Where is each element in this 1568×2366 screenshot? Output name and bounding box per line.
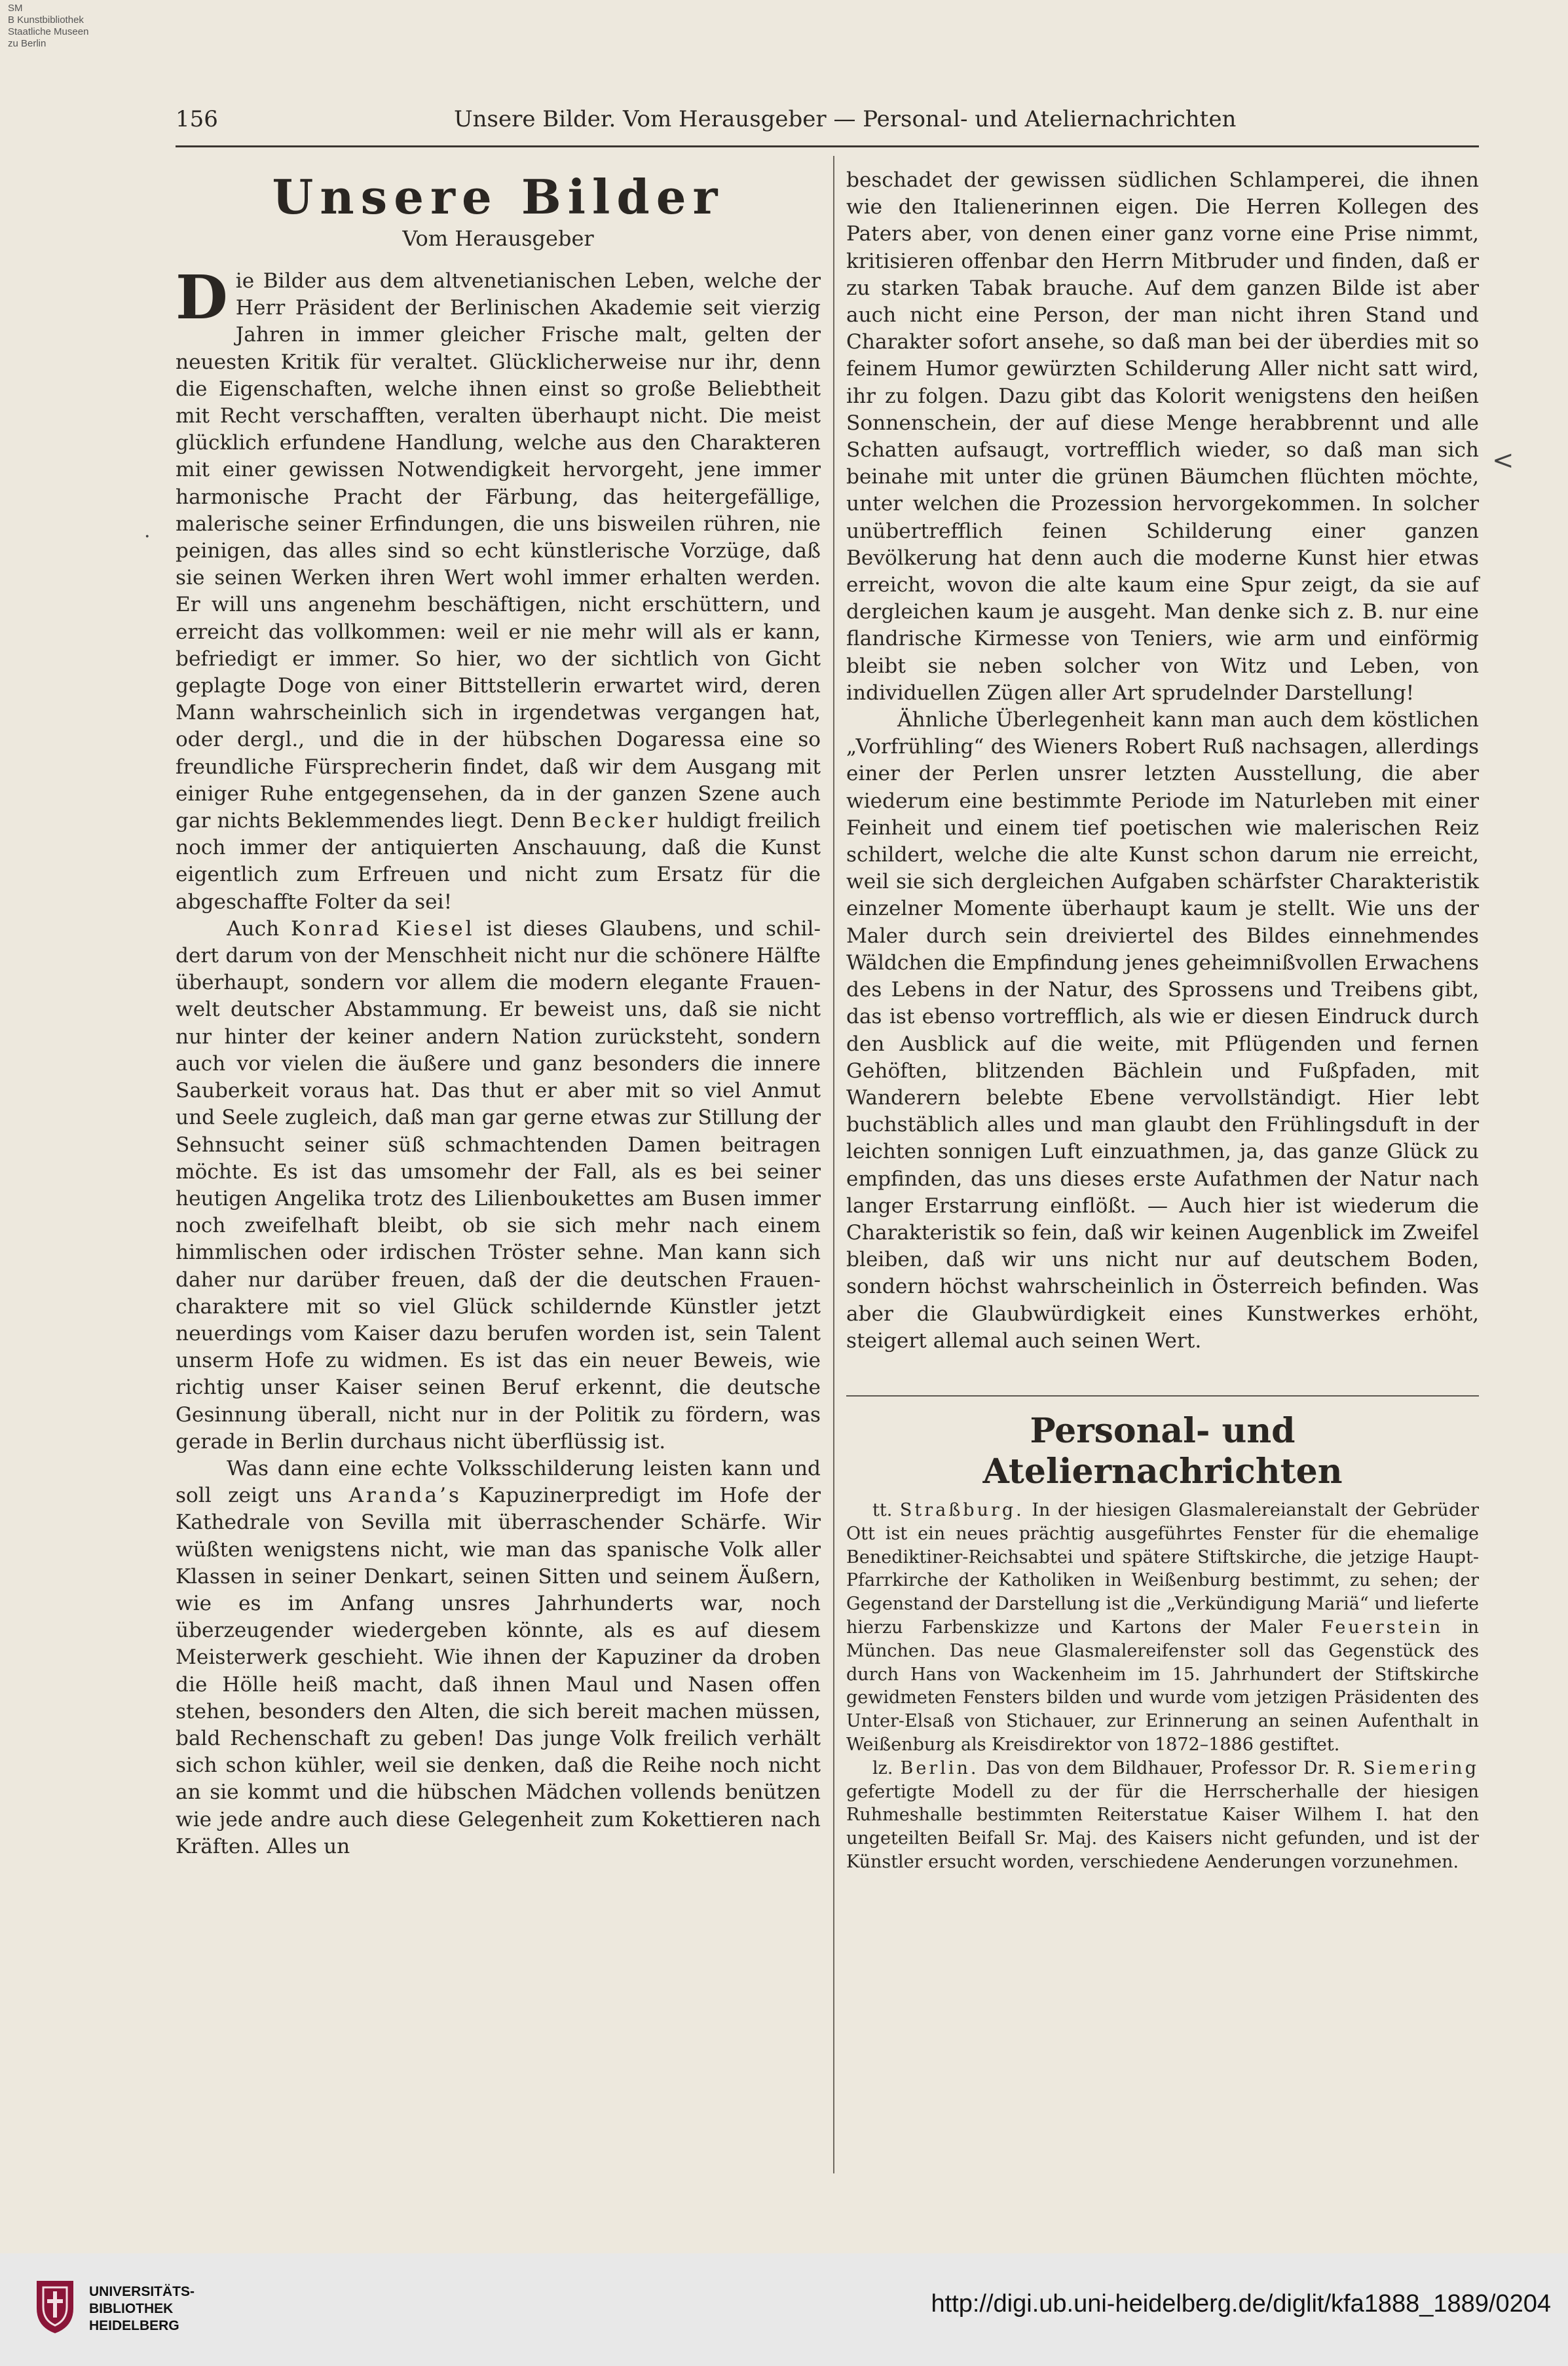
section-title: Personal- und Ateliernachrichten [982, 1410, 1343, 1492]
article-byline: Vom Herausgeber [402, 226, 594, 251]
margin-dot: · [144, 525, 151, 548]
paragraph: Auch Konrad Kiesel ist dieses Glaubens, und schildert darum von der Menschheit nicht nur die schönere Hälfte überhaupt, sondern vor allem die modern elegante Frauenwelt deutscher Abstammung. Er beweist uns, daß sie nicht nur hinter der keiner andern Nation zurücksteht, sondern auch vor vielen die äußere und ganz besonders die innere Sauberkeit voraus hat. Das thut er aber mit so viel Anmut und Seele zugleich, daß man gar gerne etwas zur Stillung der Sehnsucht seiner süß schmachtenden Damen beitragen möchte. Es ist das umsomehr der Fall, als es bei seiner heutigen Angelika trotz des Lilienboukettes am Busen immer noch zweifelhaft bleibt, ob sie sich mehr nach einem himmlischen oder irdischen Tröster sehne. Man kann sich daher nur darüber freuen, daß der die deutschen Frauencharaktere mit so viel Glück schildernde Künstler jetzt neuerdings vom Kaiser dazu berufen worden ist, sein Talent unserm Hofe zu widmen. Es ist das ein neuer Beweis, wie richtig unser Kaiser seinen Beruf erkennt, die deutsche Gesinnung überall, nicht nur in der Politik zu fördern, was gerade in Berlin durchaus nicht überflüssig ist. [176, 916, 821, 1454]
stamp-line: SM [8, 3, 23, 14]
article-title: Unsere Bilder [272, 169, 724, 225]
news-items [846, 1499, 1479, 1874]
artist-name: Siemering [1363, 1757, 1479, 1778]
university-name: UNIVERSITÄTS- BIBLIOTHEK HEIDELBERG [89, 2284, 195, 2333]
header-rule [176, 145, 1479, 147]
news-place: Straßburg. [899, 1499, 1024, 1520]
artist-name: Aranda’s [348, 1484, 462, 1508]
library-stamp [8, 3, 119, 50]
paragraph: Was dann eine echte Volksschilderung leisten kann und soll zeigt uns Aranda’s Kapuzinerpredigt im Hofe der Kathedrale von Sevilla mit überraschender Schärfe. Wir wüßten wenigstens nicht, wie man das spanische Volk aller Klassen in seiner Denkart, seinen Sitten und seinem Äußern, wie es im Anfang unsres Jahrhunderts war, noch überzeugender wiedergeben könnte, als es auf diesem Meisterwerk geschieht. Wie ihnen der Kapuziner da droben die Hölle heiß macht, daß ihnen Maul und Nasen offen stehen, besonders den Alten, die sich bereit machen müssen, bald Rechenschaft zu geben! Das junge Volk freilich verhält sich schon kühler, weil sie denken, daß die Reihe noch nicht an sie kommt und die hübschen Mädchen vollends benützen wie jede andre auch diese Gelegenheit zum Kokettieren nach Kräften. Alles un [176, 1456, 821, 1858]
artist-name: Konrad Kiesel [290, 916, 475, 941]
university-seal-icon [34, 2278, 76, 2335]
paragraph: beschadet der gewissen südlichen Schlamperei, die ihnen wie den Italienerinnen eigen. Die Herren Kollegen des Paters aber, von denen einer ganz vorne eine Prise nimmt, kritisieren offenbar den Herrn Mitbruder und finden, daß er zu starken Tabak brauche. Auf dem ganzen Bilde ist aber auch nicht eine Person, der man nicht ihren Stand und Charakter sofort ansehe, so daß man bei der überdies mit so feinem Humor gewürzten Schilderung Aller nicht satt wird, ihr zu folgen. Dazu gibt das Kolorit wenigstens den heißen Sonnenschein, der auf diese Menge herabbrennt und alle Schatten aufsaugt, vortrefflich wieder, so daß man sich beinahe mit unter die grünen Bäumchen flüchten möchte, unter welchen die Prozession hervorgekommen. In solcher unübertrefflich feinen Schilderung einer ganzen Bevölkerung hat denn auch die moderne Kunst hier etwas erreicht, wovon die alte kaum eine Spur zeigt, da sie auf dergleichen kaum je ausgeht. Man denke sich z. B. nur eine flandrische Kirmesse von Teniers, wie arm und einförmig bleibt sie neben solcher von Witz und Leben, von individuellen Zügen aller Art sprudelnder Darstellung! [846, 168, 1479, 705]
running-header [176, 106, 1479, 139]
permalink-url[interactable]: http://digi.ub.uni-heidelberg.de/diglit/kfa1888_1889/0204 [931, 2290, 1551, 2318]
artist-name: Feuerstein [1321, 1617, 1444, 1638]
paragraph: Die Bilder aus dem altvenetianischen Leben, welche der Herr Präsident der Berlinischen Akademie seit vierzig Jahren in immer gleicher Frische malt, gelten der neuesten Kritik für veraltet. Glücklicherweise nur ihr, denn die Eigenschaften, welche ihnen einst so große Beliebtheit mit Recht verschafften, veralten überhaupt nicht. Die meist glücklich erfundene Handlung, welche aus den Charakteren mit einer gewissen Notwendigkeit hervorgeht, jene immer harmonische Pracht der Färbung, das heitergefällige, malerische seiner Erfindungen, die uns bisweilen rühren, nie peinigen, das alles sind so echt künstlerische Vorzüge, daß sie seinen Werken ihren Wert wohl immer erhalten werden. Er will uns angenehm beschäftigen, nicht erschüttern, und erreicht das vollkommen: weil er nie mehr will als er kann, befriedigt er immer. So hier, wo der sichtlich von Gicht geplagte Doge von einer Bittstellerin erwartet wird, deren Mann wahrscheinlich sich in irgendetwas vergangen hat, oder dergl., und die in der hübschen Dogaressa eine so freundliche Fürsprecherin findet, daß wir dem Ausgang mit einiger Ruhe entgegensehen, da in der ganzen Szene auch gar nichts Beklemmendes liegt. Denn Becker huldigt freilich noch immer der antiquierten Anschauung, daß die Kunst eigentlich zum Erfreuen und nicht zum Ersatz für die abgeschaffte Folter da sei! [176, 262, 821, 914]
viewer-footer [0, 2253, 1568, 2366]
drop-cap: D [176, 262, 228, 333]
news-item: lz. Berlin. Das von dem Bildhauer, Professor Dr. R. Siemering gefertigte Modell zu der für die Herrscherhalle der hiesigen Ruhmeshalle bestimmten Reiterstatue Kaiser Wilhem I. hat den ungeteilten Beifall Sr. Maj. des Kaisers nicht gefunden, und ist der Künstler ersucht worden, verschiedene Aenderungen vorzunehmen. [846, 1757, 1479, 1872]
stamp-line: zu Berlin [8, 38, 47, 49]
stamp-line: B Kunstbibliothek [8, 14, 84, 26]
news-item: tt. Straßburg. In der hiesigen Glasmalereianstalt der Gebrüder Ott ist ein neues prächtig ausgeführtes Fenster für die ehemalige Benediktiner-Reichsabtei und spätere Stiftskirche, die jetzige Haupt-Pfarrkirche der Katholiken in Weißenburg bestimmt, zu sehen; der Gegenstand der Darstellung ist die „Verkündigung Mariä“ und lieferte hierzu Farbenskizze und Kartons der Maler Feuerstein in München. Das neue Glasmalereifenster soll das Gegenstück des durch Hans von Wackenheim im 15. Jahrhundert der Stiftskirche gewidmeten Fensters bilden und wurde vom jetzigen Präsidenten des Unter-Elsaß von Stichauer, zur Erinnerung an seinen Aufenthalt in Weißenburg als Kreisdirektor von 1872–1886 gestiftet. [846, 1499, 1479, 1755]
page-number: 156 [176, 106, 218, 132]
paragraph: Ähnliche Überlegenheit kann man auch dem köstlichen „Vorfrühling“ des Wieners Robert Ruß nachsagen, allerdings einer der Perlen unsrer letzten Ausstellung, die aber wiederum eine bestimmte Periode im Naturleben mit einer Feinheit und einem tief poetischen wie malerischen Reiz schildert, welche die alte Kunst schon darum nie erreicht, weil sie sich dergleichen Aufgaben schärfster Charakteristik einzelner Momente überhaupt kaum je stellt. Wie uns der Maler durch sein dreiviertel des Bildes einnehmendes Wäldchen die Empfindung jenes geheimnißvollen Erwachens des Lebens in der Natur, des Sprossens und Treibens gibt, das ist ebenso vortrefflich, als wie er diesen Eindruck durch den Ausblick auf die weite, mit Pflügenden und fernen Gehöften, blitzenden Bächlein und Fußpfaden, mit Wanderern belebte Ebene vervollständigt. Hier lebt buchstäblich alles und man glaubt den Frühlingsduft in der leichten sonnigen Luft einzuathmen, ja, das ganze Glück zu empfinden, das uns dieses erste Aufathmen der Natur nach langer Erstarrung einflößt. — Auch hier ist wiederum die Charakteristik so fein, daß wir keinen Augenblick im Zweifel bleiben, daß wir uns nicht nur auf deutschem Boden, sondern höchst wahrscheinlich in Österreich befinden. Was aber die Glaubwürdigkeit eines Kunstwerkes erhöht, steigert allemal auch seinen Wert. [846, 708, 1479, 1353]
margin-mark: < [1492, 445, 1514, 476]
stamp-line: Staatliche Museen [8, 26, 89, 37]
right-column [846, 167, 1479, 1874]
running-title: Unsere Bilder. Vom Herausgeber — Personal- und Ateliernachrichten [454, 106, 1237, 132]
column-divider [833, 156, 834, 2173]
news-place: Berlin. [900, 1757, 979, 1778]
section-divider [846, 1395, 1479, 1397]
artist-name: Becker [571, 809, 661, 833]
left-column [176, 167, 821, 1860]
